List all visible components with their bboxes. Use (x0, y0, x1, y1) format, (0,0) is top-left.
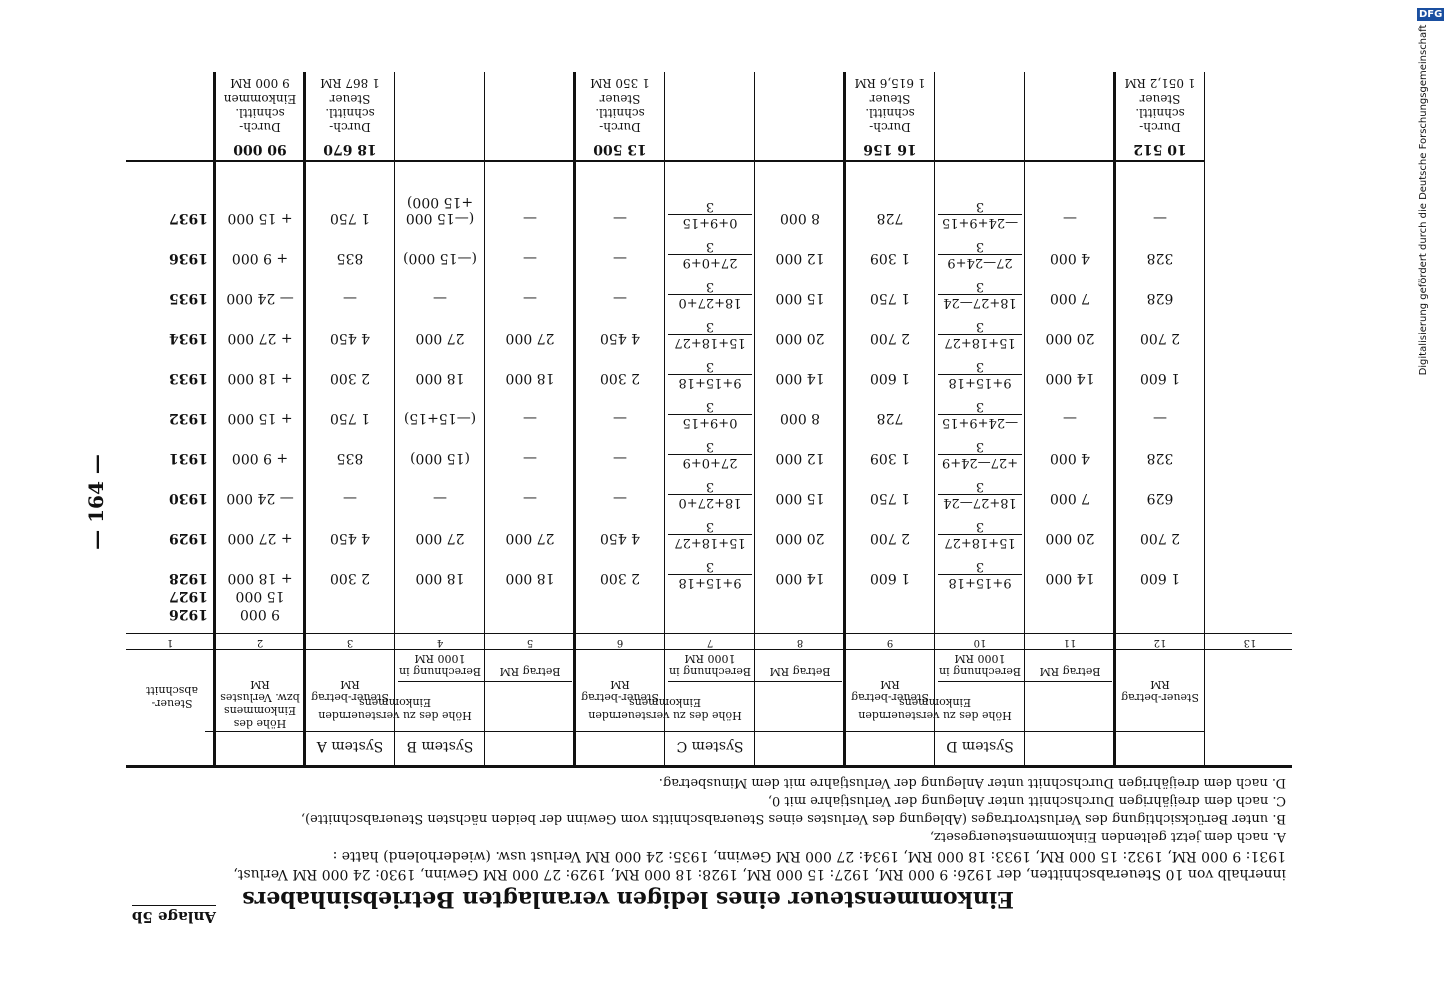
income-cell: + 27 000 (227, 330, 293, 346)
year-cell: 1928 (169, 570, 208, 586)
fraction-denominator: 3 (975, 479, 985, 494)
income-cell: — 24 000 (226, 290, 294, 306)
table-top-rule (126, 765, 1292, 768)
system-c-amount-cell: 12 000 (775, 450, 825, 466)
col-number: 4 (436, 637, 444, 648)
fraction-denominator: 3 (705, 239, 715, 254)
col-rule (754, 72, 755, 768)
system-b-amount-cell: — (523, 450, 537, 466)
system-b-amount-cell: 18 000 (505, 370, 555, 386)
system-d-tax-cell: 328 (1146, 450, 1174, 466)
system-b-amount-cell: — (523, 290, 537, 306)
system-b-calc-cell: (15 000) (410, 450, 470, 466)
fraction-numerator: 18+27+0 (668, 494, 752, 510)
fraction-denominator: 3 (975, 319, 985, 334)
intro-line-2: 1931: 9 000 RM, 1932: 15 000 RM, 1933: 18 000 RM, 1934: 27 000 RM Gewinn, 1935: 24 000 RM Verlust usw. (wiederholend) hatte : (332, 848, 1286, 864)
system-c-tax-cell: 1 309 (869, 250, 911, 266)
system-d-tax-cell: 1 600 (1139, 370, 1181, 386)
system-c-calc-cell (668, 559, 752, 590)
system-c-amount-cell: 14 000 (775, 370, 825, 386)
system-d-calc-cell (938, 479, 1022, 510)
system-d-amount-cell: 14 000 (1045, 370, 1095, 386)
system-c-calc-cell (668, 279, 752, 310)
system-separator (843, 72, 846, 768)
system-c-calc-cell (668, 199, 752, 230)
col-number: 11 (1063, 637, 1077, 648)
system-c-tax-cell: 728 (876, 210, 904, 226)
fraction-numerator: 0+9+15 (668, 214, 752, 230)
header-rule (126, 649, 1292, 650)
fraction-numerator: —24+9+15 (938, 214, 1022, 230)
fraction-denominator: 3 (705, 479, 715, 494)
system-b-calc-cell: (—15 000 +15 000) (405, 194, 475, 226)
system-b-tax-cell: — (613, 250, 627, 266)
avg-b-label: Durch-schnittl. Steuer (595, 92, 645, 134)
dfg-side-note: Digitalisierung gefördert durch die Deutsche Forschungsgemeinschaft (1418, 24, 1429, 376)
fraction-numerator: 18+27—24 (938, 494, 1022, 510)
total-a: 18 670 (323, 141, 377, 157)
col-rule (1204, 72, 1205, 768)
system-d-tax-cell: 328 (1146, 250, 1174, 266)
system-b-amount-cell: 27 000 (505, 330, 555, 346)
sub-rule (398, 681, 572, 682)
col-number: 7 (706, 637, 714, 648)
fraction-numerator: 0+9+15 (668, 414, 752, 430)
fraction-denominator: 3 (705, 279, 715, 294)
col-number: 2 (256, 637, 264, 648)
dfg-logo: DFG (1419, 9, 1443, 20)
system-c-tax-cell: 1 309 (869, 450, 911, 466)
col-number: 5 (526, 637, 534, 648)
income-cell: + 18 000 (227, 370, 293, 386)
col-number: 1 (166, 637, 174, 648)
system-b-tax-cell: 4 450 (599, 530, 641, 546)
system-d-amount-cell: 14 000 (1045, 570, 1095, 586)
system-d-calc-cell (938, 359, 1022, 390)
system-c-calc-cell (668, 399, 752, 430)
fraction-denominator: 3 (975, 239, 985, 254)
fraction-denominator: 3 (705, 519, 715, 534)
system-a-tax-cell: 835 (336, 450, 364, 466)
income-cell: 15 000 (235, 588, 285, 604)
header-b-hoehe: Höhe des zu versteuernden Einkommens (318, 696, 472, 722)
header-b-betrag-2: Betrag RM (499, 665, 561, 678)
system-d-tax-cell: 628 (1146, 290, 1174, 306)
avg-income-value: 9 000 RM (230, 76, 290, 90)
system-c-tax-cell: 2 700 (869, 530, 911, 546)
year-cell: 1926 (169, 606, 208, 622)
col-number: 13 (1243, 637, 1257, 648)
system-c-calc-cell (668, 479, 752, 510)
system-b-calc-cell: (—15+15) (403, 410, 477, 426)
fraction-numerator: 27+0+9 (668, 454, 752, 470)
avg-d-value: 1 051,2 RM (1124, 76, 1196, 90)
header-b-steuer: Steuer-betrag RM (581, 678, 659, 704)
system-separator (303, 72, 306, 768)
header-c-steuer: Steuer-betrag RM (851, 678, 929, 704)
system-b-calc-cell: 18 000 (415, 370, 465, 386)
fraction-denominator: 3 (705, 199, 715, 214)
system-a-tax-cell: 2 300 (329, 570, 371, 586)
system-separator (1113, 72, 1116, 768)
system-b-tax-cell: — (613, 450, 627, 466)
system-d-calc-cell (938, 199, 1022, 230)
method-c: C. nach dem dreijährigen Durchschnitt unter Anlegung der Verlustjahre mit 0, (767, 793, 1286, 808)
system-a-tax-cell: — (343, 290, 357, 306)
system-b-tax-cell: — (613, 290, 627, 306)
system-c-calc-cell (668, 519, 752, 550)
fraction-numerator: 15+18+27 (668, 334, 752, 350)
fraction-numerator: 27+0+9 (668, 254, 752, 270)
year-cell: 1935 (169, 290, 208, 306)
header-einkommen: Höhe des Einkommens bzw. Verlustes RM (220, 678, 300, 730)
system-c-amount-cell: 20 000 (775, 330, 825, 346)
total-c: 16 156 (863, 141, 917, 157)
system-b-tax-cell: — (613, 210, 627, 226)
system-d-calc-cell (938, 559, 1022, 590)
system-b-tax-cell: 2 300 (599, 570, 641, 586)
header-steuerabschnitt: Steuer-abschnitt (146, 684, 198, 710)
system-c-calc-cell (668, 439, 752, 470)
system-c-amount-cell: 8 000 (779, 410, 821, 426)
system-d-amount-cell: 7 000 (1049, 490, 1091, 506)
avg-a-value: 1 867 RM (320, 76, 380, 90)
fraction-numerator: 15+18+27 (938, 534, 1022, 550)
col-rule (394, 72, 395, 768)
header-c-berechnung: Berechnung in 1000 RM (669, 652, 752, 678)
fraction-denominator: 3 (705, 319, 715, 334)
header-b-berechnung: Berechnung in 1000 RM (399, 652, 482, 678)
system-b-calc-cell: — (433, 490, 447, 506)
system-b-amount-cell: 27 000 (505, 530, 555, 546)
system-a-tax-cell: 4 450 (329, 530, 371, 546)
income-cell: + 9 000 (231, 250, 289, 266)
col-rule (484, 72, 485, 768)
system-c-amount-cell: 15 000 (775, 290, 825, 306)
system-d-calc-cell (938, 239, 1022, 270)
system-d-calc-cell (938, 439, 1022, 470)
system-d-tax-cell: 2 700 (1139, 330, 1181, 346)
system-c-tax-cell: 1 600 (869, 570, 911, 586)
page-title: Einkommensteuer eines ledigen veranlagten Betriebsinhabers (242, 886, 1014, 912)
system-c-amount-cell: 8 000 (779, 210, 821, 226)
income-cell: + 15 000 (227, 410, 293, 426)
fraction-denominator: 3 (975, 199, 985, 214)
system-b-amount-cell: — (523, 490, 537, 506)
fraction-denominator: 3 (975, 399, 985, 414)
system-c-tax-cell: 1 750 (869, 490, 911, 506)
fraction-numerator: —24+9+15 (938, 414, 1022, 430)
system-c-amount-cell: 15 000 (775, 490, 825, 506)
fraction-numerator: +27—24+9 (938, 454, 1022, 470)
fraction-denominator: 3 (975, 279, 985, 294)
income-cell: + 9 000 (231, 450, 289, 466)
system-a-tax-cell: 4 450 (329, 330, 371, 346)
header-d-hoehe: Höhe des zu versteuernden Einkommens (858, 696, 1012, 722)
system-c-tax-cell: 1 600 (869, 370, 911, 386)
col-number: 8 (796, 637, 804, 648)
system-b-calc-cell: — (433, 290, 447, 306)
system-separator (573, 72, 576, 768)
system-d-calc-cell (938, 519, 1022, 550)
fraction-numerator: 18+27+0 (668, 294, 752, 310)
system-b-calc-cell: 18 000 (415, 570, 465, 586)
fraction-denominator: 3 (705, 399, 715, 414)
method-d: D. nach dem dreijährigen Durchschnitt unter Anlegung der Verlustjahre mit dem Minusbetrag. (658, 775, 1286, 790)
avg-a-label: Durch-schnittl. Steuer (325, 92, 375, 134)
page-number: — 164 — (84, 454, 109, 550)
system-c-calc-cell (668, 319, 752, 350)
system-c-tax-cell: 2 700 (869, 330, 911, 346)
system-c-amount-cell: 20 000 (775, 530, 825, 546)
col-number: 9 (886, 637, 894, 648)
col-rule (1024, 72, 1025, 768)
header-a-steuer: Steuer-betrag RM (311, 678, 389, 704)
system-c-tax-cell: 728 (876, 410, 904, 426)
annex-label: Anlage 5b (132, 905, 216, 926)
system-b-amount-cell: — (523, 410, 537, 426)
fraction-denominator: 3 (975, 359, 985, 374)
system-b-tax-cell: — (613, 410, 627, 426)
income-cell: — 24 000 (226, 490, 294, 506)
fraction-numerator: 9+15+18 (938, 574, 1022, 590)
system-d-amount-cell: 4 000 (1049, 250, 1091, 266)
system-d-tax-cell: 629 (1146, 490, 1174, 506)
system-d-amount-cell: 7 000 (1049, 290, 1091, 306)
system-a-tax-cell: 1 750 (329, 410, 371, 426)
system-b-calc-cell: 27 000 (415, 330, 465, 346)
fraction-denominator: 3 (975, 439, 985, 454)
total-b: 13 500 (593, 141, 647, 157)
year-cell: 1932 (169, 410, 208, 426)
fraction-numerator: 9+15+18 (668, 374, 752, 390)
col-number: 10 (973, 637, 987, 648)
year-cell: 1930 (169, 490, 208, 506)
fraction-denominator: 3 (705, 359, 715, 374)
system-d-amount-cell: 20 000 (1045, 330, 1095, 346)
sub-rule (668, 681, 842, 682)
header-c-betrag: Betrag RM (769, 665, 831, 678)
system-a-tax-cell: 1 750 (329, 210, 371, 226)
system-b-calc-cell: 27 000 (415, 530, 465, 546)
avg-c-value: 1 615,6 RM (854, 76, 926, 90)
fraction-numerator: 9+15+18 (668, 574, 752, 590)
fraction-denominator: 3 (975, 519, 985, 534)
fraction-denominator: 3 (705, 439, 715, 454)
system-b-amount-cell: — (523, 250, 537, 266)
system-d-tax-cell: — (1153, 410, 1167, 426)
total-income: 90 000 (233, 141, 287, 157)
system-b-tax-cell: — (613, 490, 627, 506)
avg-c-label: Durch-schnittl. Steuer (865, 92, 915, 134)
header-system-a: System A (316, 738, 384, 754)
col-rule (934, 72, 935, 768)
year-cell: 1931 (169, 450, 208, 466)
fraction-numerator: 27—24+9 (938, 254, 1022, 270)
year-cell: 1934 (169, 330, 208, 346)
avg-b-value: 1 350 RM (590, 76, 650, 90)
fraction-numerator: 15+18+27 (668, 534, 752, 550)
fraction-numerator: 15+18+27 (938, 334, 1022, 350)
header-d-steuer: Steuer-betrag RM (1121, 678, 1199, 704)
col-number: 12 (1153, 637, 1167, 648)
header-system-c: System C (676, 738, 744, 754)
header-system-b: System B (406, 738, 474, 754)
system-d-calc-cell (938, 319, 1022, 350)
fraction-numerator: 18+27—24 (938, 294, 1022, 310)
col-rule (664, 72, 665, 768)
system-a-tax-cell: 835 (336, 250, 364, 266)
system-header-rule (205, 731, 1204, 732)
system-b-amount-cell: — (523, 210, 537, 226)
system-c-calc-cell (668, 239, 752, 270)
income-cell: + 27 000 (227, 530, 293, 546)
year-cell: 1936 (169, 250, 208, 266)
intro-line-1: innerhalb von 10 Steuerabschnitten, der 1926: 9 000 RM, 1927: 15 000 RM, 1928: 18 000 RM, 1929: 27 000 RM Gewinn, 1930: 24 000 RM Verlust, (233, 866, 1286, 882)
system-d-tax-cell: 2 700 (1139, 530, 1181, 546)
system-c-calc-cell (668, 359, 752, 390)
system-d-tax-cell: — (1153, 210, 1167, 226)
year-cell: 1929 (169, 530, 208, 546)
header-c-hoehe: Höhe des zu versteuernden Einkommens (588, 696, 742, 722)
system-d-amount-cell: 20 000 (1045, 530, 1095, 546)
income-cell: + 15 000 (227, 210, 293, 226)
total-d: 10 512 (1133, 141, 1187, 157)
col-number: 3 (346, 637, 354, 648)
system-b-tax-cell: 4 450 (599, 330, 641, 346)
avg-income-label: Durch-schnittl. Einkommen (223, 92, 297, 134)
system-b-amount-cell: 18 000 (505, 570, 555, 586)
year-cell: 1933 (169, 370, 208, 386)
colnum-rule (126, 633, 1292, 634)
col-number: 6 (616, 637, 624, 648)
income-cell: 9 000 (239, 606, 281, 622)
year-cell: 1937 (169, 210, 208, 226)
avg-d-label: Durch-schnittl. Steuer (1135, 92, 1185, 134)
fraction-denominator: 3 (975, 559, 985, 574)
system-b-tax-cell: 2 300 (599, 370, 641, 386)
system-a-tax-cell: — (343, 490, 357, 506)
sub-rule (938, 681, 1112, 682)
method-b: B. unter Berücksichtigung des Verlustvortrages (Ablegung des Verlustes eines Steuerabschnitts vom Gewinn der beiden nächsten Steuerabschnitte), (300, 811, 1286, 826)
system-b-calc-cell: (—15 000) (403, 250, 477, 266)
fraction-numerator: 9+15+18 (938, 374, 1022, 390)
system-c-amount-cell: 12 000 (775, 250, 825, 266)
year-cell: 1927 (169, 588, 208, 604)
system-d-calc-cell (938, 399, 1022, 430)
system-d-amount-cell: 4 000 (1049, 450, 1091, 466)
income-cell: + 18 000 (227, 570, 293, 586)
system-separator (213, 72, 216, 768)
system-d-amount-cell: — (1063, 410, 1077, 426)
system-c-tax-cell: 1 750 (869, 290, 911, 306)
system-d-calc-cell (938, 279, 1022, 310)
system-d-tax-cell: 1 600 (1139, 570, 1181, 586)
fraction-denominator: 3 (705, 559, 715, 574)
header-d-berechnung: Berechnung in 1000 RM (939, 652, 1022, 678)
system-a-tax-cell: 2 300 (329, 370, 371, 386)
totals-rule (126, 160, 1204, 162)
method-a: A. nach dem jetzt geltenden Einkommensteuergesetz, (929, 829, 1286, 844)
header-d-betrag: Betrag RM (1039, 665, 1101, 678)
header-system-d: System D (946, 738, 1014, 754)
system-d-amount-cell: — (1063, 210, 1077, 226)
system-c-amount-cell: 14 000 (775, 570, 825, 586)
